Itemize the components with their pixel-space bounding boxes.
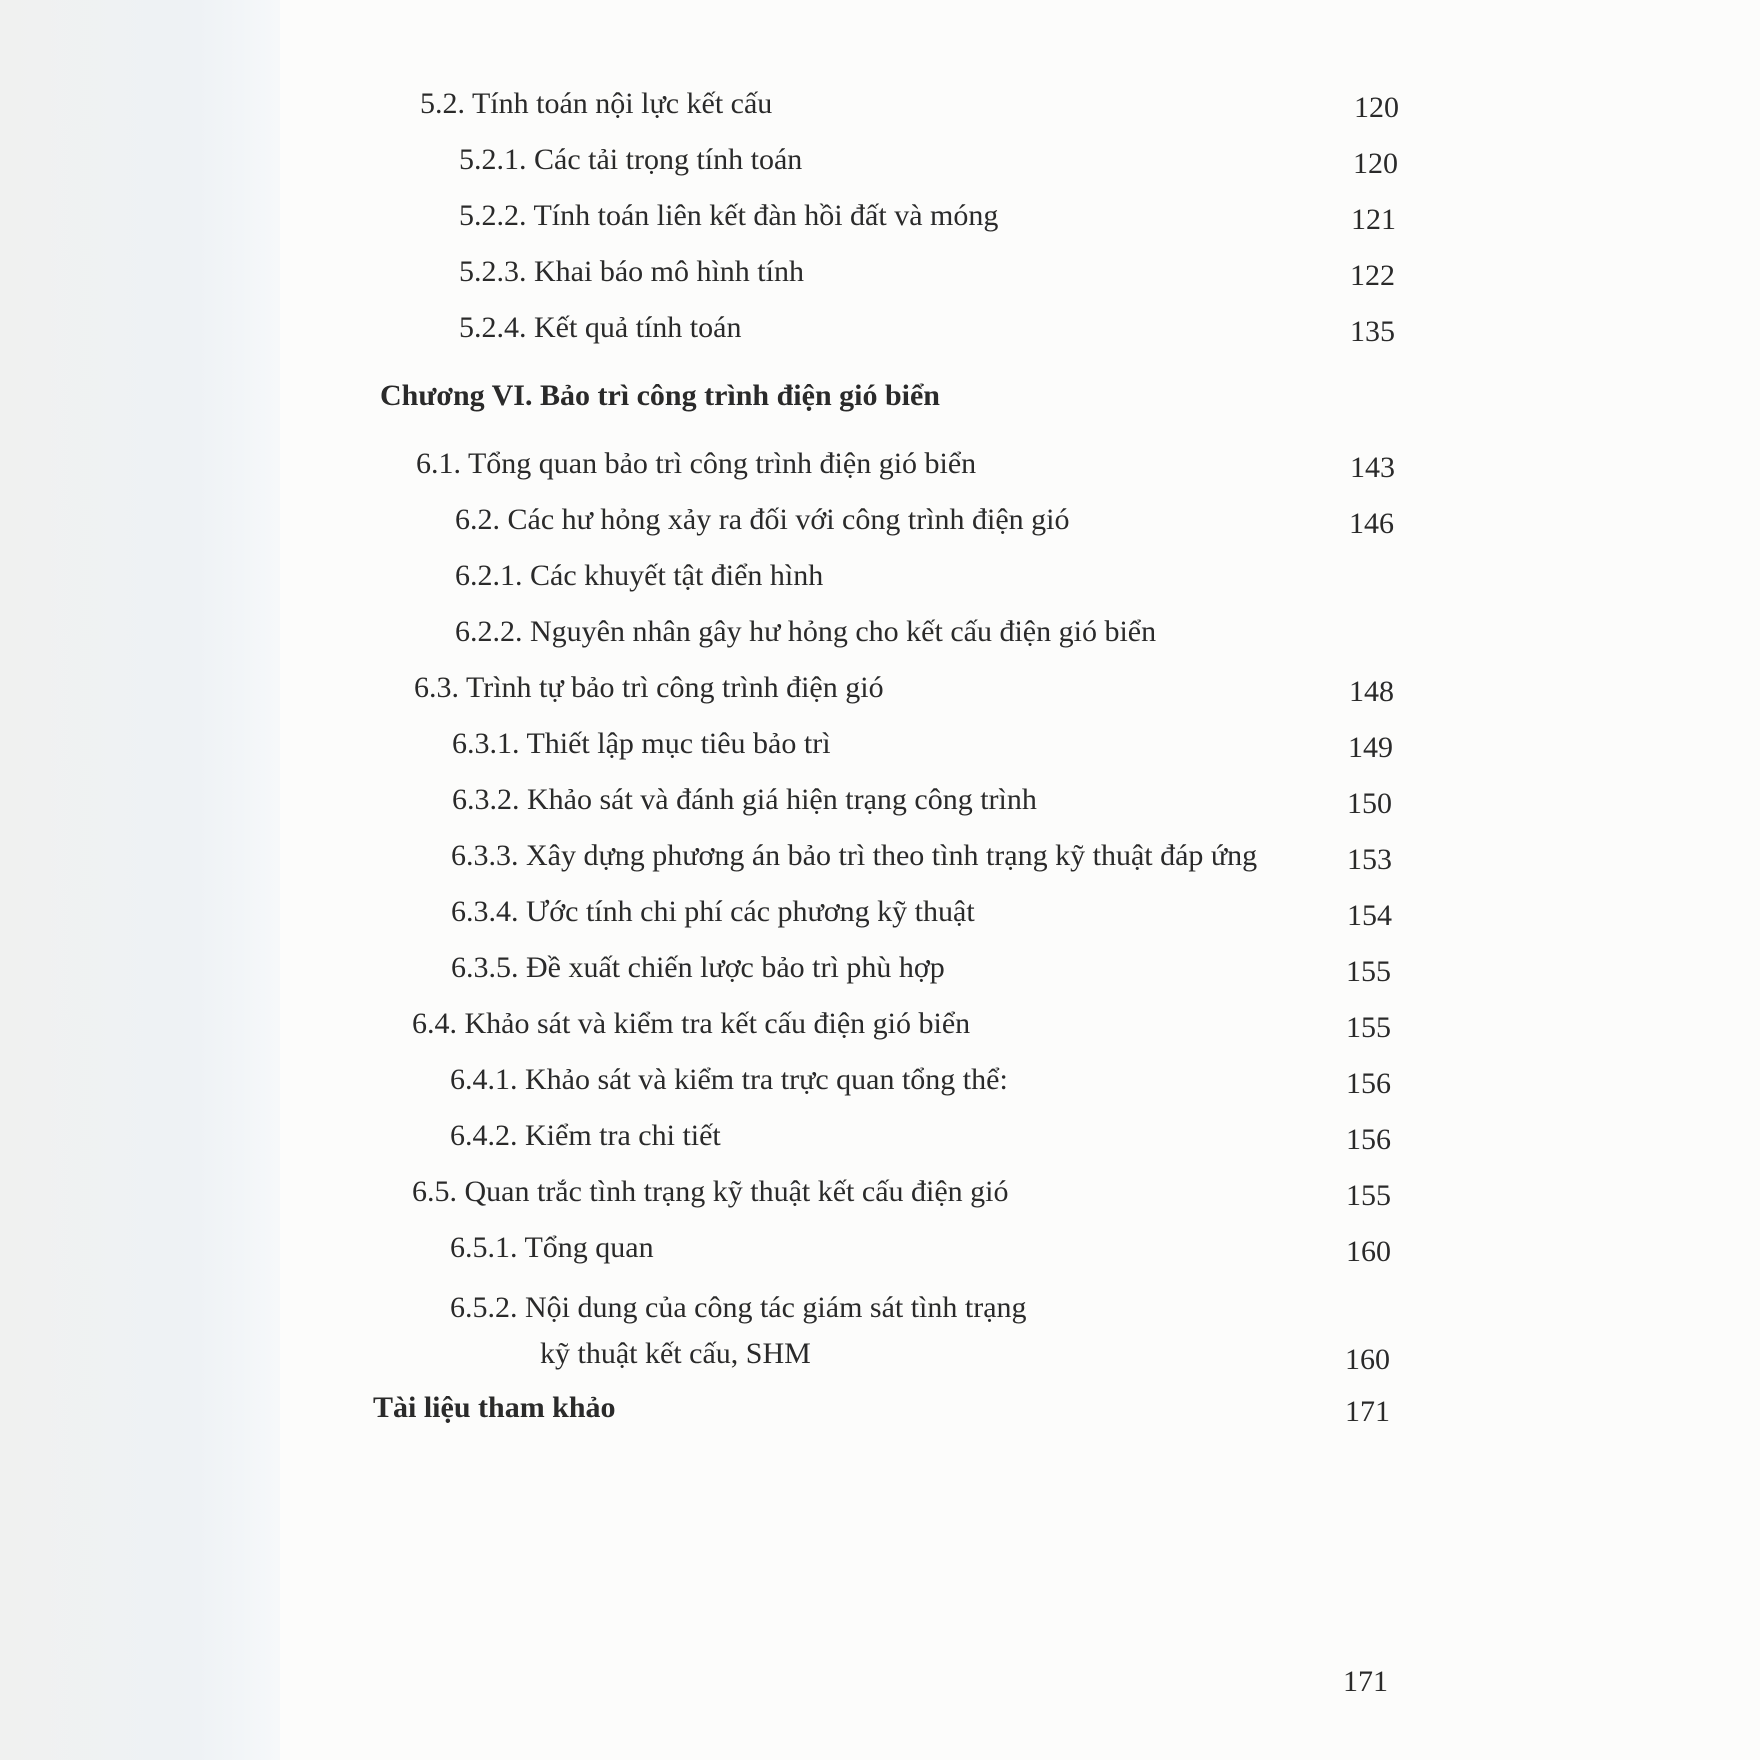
toc-entry-title: 6.3.1. Thiết lập mục tiêu bảo trì: [452, 727, 831, 760]
toc-entry-page: 146: [1349, 507, 1394, 540]
toc-entry-title: 6.5.2. Nội dung của công tác giám sát tình trạng: [450, 1291, 1027, 1324]
toc-entry-title: 5.2. Tính toán nội lực kết cấu: [420, 87, 773, 120]
toc-entry-title: 6.3.2. Khảo sát và đánh giá hiện trạng công trình: [452, 783, 1037, 816]
toc-entry-page: 156: [1346, 1067, 1391, 1100]
toc-entry-page: 171: [1345, 1395, 1390, 1428]
toc-entry-title: 6.4.1. Khảo sát và kiểm tra trực quan tổng thể:: [450, 1063, 1008, 1096]
toc-entry-6-5-2: [450, 1290, 1402, 1380]
toc-chapter-title: Chương VI. Bảo trì công trình điện gió biển: [380, 379, 940, 412]
toc-entry-page: 156: [1346, 1123, 1391, 1156]
toc-entry-page: 121: [1351, 203, 1396, 236]
toc-entry-title: 6.3.5. Đề xuất chiến lược bảo trì phù hợp: [451, 951, 945, 984]
toc-entry-title: 6.5. Quan trắc tình trạng kỹ thuật kết cấu điện gió: [412, 1175, 1009, 1208]
toc-entry-page: 122: [1350, 259, 1395, 292]
toc-entry-title: 6.2.2. Nguyên nhân gây hư hỏng cho kết cấu điện gió biển: [455, 615, 1157, 648]
toc-entry-title: 6.2.1. Các khuyết tật điển hình: [455, 559, 824, 592]
toc-entry-page: 143: [1350, 451, 1395, 484]
toc-entry-title: 6.1. Tổng quan bảo trì công trình điện gió biển: [416, 447, 977, 480]
toc-entry-page: 150: [1347, 787, 1392, 820]
page-number: 171: [1343, 1665, 1388, 1698]
toc-entry-title: 6.2. Các hư hỏng xảy ra đối với công trình điện gió: [455, 503, 1070, 536]
toc-entry-title: 6.4. Khảo sát và kiểm tra kết cấu điện gió biển: [412, 1007, 971, 1040]
toc-entry-page: 154: [1347, 899, 1392, 932]
toc-entry-title: 6.3. Trình tự bảo trì công trình điện gió: [414, 671, 884, 704]
toc-entry-title: 6.4.2. Kiểm tra chi tiết: [450, 1119, 721, 1152]
toc-entry-page: 153: [1347, 843, 1392, 876]
toc-entry-title: Tài liệu tham khảo: [373, 1391, 616, 1424]
toc-entry-title: 6.3.4. Ước tính chi phí các phương kỹ thuật: [451, 895, 975, 928]
toc-entry-page: 148: [1349, 675, 1394, 708]
toc-entry-page: 160: [1345, 1343, 1390, 1376]
toc-entry-page: 160: [1346, 1235, 1391, 1268]
toc-entry-page: 120: [1353, 147, 1398, 180]
toc-entry-page: 135: [1350, 315, 1395, 348]
toc-entry-title: 5.2.3. Khai báo mô hình tính: [459, 255, 804, 288]
toc-entry-page: 120: [1354, 91, 1399, 124]
toc-entry-title: 5.2.2. Tính toán liên kết đàn hồi đất và móng: [459, 199, 999, 232]
toc-entry-title-continued: kỹ thuật kết cấu, SHM: [540, 1337, 811, 1370]
toc-entry-page: 155: [1346, 955, 1391, 988]
toc-entry-title: 5.2.4. Kết quả tính toán: [459, 311, 742, 344]
toc-entry-page: 155: [1346, 1179, 1391, 1212]
toc-entry-page: 149: [1348, 731, 1393, 764]
toc-entry-title: 6.5.1. Tổng quan: [450, 1231, 654, 1264]
toc-entry-page: 155: [1346, 1011, 1391, 1044]
toc-entry-title: 5.2.1. Các tải trọng tính toán: [459, 143, 803, 176]
toc-entry-title: 6.3.3. Xây dựng phương án bảo trì theo tình trạng kỹ thuật đáp ứng: [451, 839, 1258, 872]
